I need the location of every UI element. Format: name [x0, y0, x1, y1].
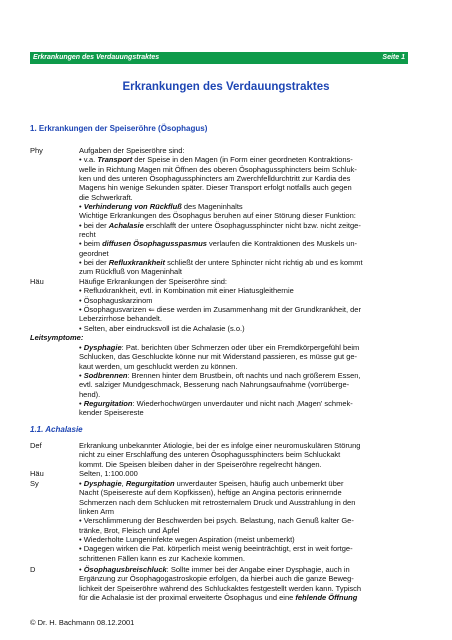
header-title: Erkrankungen des Verdauungstraktes	[33, 54, 160, 61]
text-line: • Ösophaguskarzinom	[79, 295, 153, 305]
section-heading-1-1: 1.1. Achalasie	[30, 425, 83, 434]
text-line: Magens hin wenige Sekunden später. Dieser Transport erfolgt notfalls auch gegen	[79, 183, 352, 193]
hau2-text: Selten, 1:100.000	[79, 469, 138, 478]
text-line: Nacht (Speisereste auf dem Kopfkissen), heftige an Angina pectoris erinnernde	[79, 488, 342, 498]
phy-text	[79, 146, 420, 277]
text-line: die Schwerkraft.	[79, 192, 133, 202]
leitsymptome-heading: Leitsymptome:	[30, 333, 84, 342]
text-line: • Dysphagie, Regurgitation unverdauter Speisen, häufig auch unbemerkt über	[79, 479, 344, 488]
text-line: evtl. salziger Mundgeschmack, Besserung nach Nahrungsaufnahme (vorrübergе-	[79, 380, 350, 390]
section-heading-1: 1. Erkrankungen der Speiseröhre (Ösophagus)	[30, 124, 208, 133]
page-header-bar	[30, 52, 408, 64]
text-line: lichkeit der Speiseröhre während des Schluckaktes festgestellt werden kann. Typisch	[79, 583, 362, 593]
text-line: Aufgaben der Speiseröhre sind:	[79, 146, 185, 155]
text-line: • Refluxkrankheit, evtl. in Kombination mit einer Hiatusgleithernie	[79, 286, 294, 296]
text-line: kaut werden, um geschluckt werden zu können.	[79, 361, 238, 371]
text-line: • Regurgitation: Wiederhochwürgen unverdauter und nicht nach ‚Magen' schmek-	[79, 399, 353, 409]
text-line: recht	[79, 230, 96, 240]
header-page-number: Seite 1	[382, 54, 405, 61]
text-line: Schlucken, das Geschluckte könne nur mit Widerstand passieren, es müsse gut ge-	[79, 352, 358, 362]
d-text	[79, 565, 420, 602]
text-line: zum Rückfluß von Mageninhalt	[79, 267, 182, 277]
text-line: • Dagegen wirken die Pat. körperlich meist wenig beeinträchtigt, erst in weit fortge-	[79, 544, 353, 554]
page-footer: © Dr. H. Bachmann 08.12.2001	[30, 618, 135, 627]
hau2-key: Häu	[30, 469, 44, 478]
sy-text	[79, 479, 420, 563]
text-line: • Wiederholte Lungeninfekte wegen Aspiration (meist unbemerkt)	[79, 535, 295, 545]
text-line: linken Arm	[79, 507, 115, 517]
text-line: • Verschlimmerung der Beschwerden bei psych. Belastung, nach Genuß kalter Ge-	[79, 516, 354, 526]
text-line: Leberzirrhose behandelt.	[79, 314, 162, 324]
text-line: schrittenen Fällen kann es zur Kachexie kommen.	[79, 553, 245, 563]
text-line: nicht zu einer Erschlaffung des unteren Ösophagussphincters beim Schluckakt	[79, 450, 341, 460]
hau-key: Häu	[30, 277, 44, 286]
leitsymptome-text	[79, 343, 420, 418]
text-line: tränke, Brot, Fleisch und Äpfel	[79, 525, 180, 535]
text-line: • Selten, aber eindrucksvoll ist die Achalasie (s.o.)	[79, 323, 245, 333]
text-line: • beim diffusen Ösophagusspasmus verlaufen die Kontraktionen des Muskels un-	[79, 239, 358, 249]
text-line: Erkrankung unbekannter Ätiologie, bei der es infolge einer neuromuskulären Störung	[79, 441, 361, 450]
text-line: hend).	[79, 389, 101, 399]
text-line: • Ösophagusbreischluck: Sollte immer bei der Angabe einer Dysphagie, auch in	[79, 565, 350, 574]
text-line: Schmerzen nach dem Schlucken mit retrosternalem Druck und Ausstrahlung in den	[79, 497, 356, 507]
def-key: Def	[30, 441, 42, 450]
hau-text	[79, 277, 420, 333]
phy-key: Phy	[30, 146, 43, 155]
text-line: • bei der Achalasie erschlafft der untere Ösophagussphincter nicht bzw. nicht zeitge-	[79, 220, 361, 230]
text-line: kommt. Die Speisen bleiben daher in der Speiseröhre regelrecht hängen.	[79, 459, 322, 469]
document-title: Erkrankungen des Verdauungstraktes	[122, 81, 330, 93]
text-line: • Ösophagusvarizen ⇐ diese werden im Zusammenhang mit der Grundkrankheit, der	[79, 305, 361, 315]
def-text	[79, 441, 420, 469]
text-line: • Verhinderung von Rückfluß des Mageninhalts	[79, 202, 243, 212]
text-line: • Sodbrennen: Brennen hinter dem Brustbein, oft nachts und nach größerem Essen,	[79, 371, 361, 381]
text-line: • Dysphagie: Pat. berichten über Schmerzen oder über ein Fremdkörpergefühl beim	[79, 343, 360, 352]
d-key: D	[30, 565, 36, 574]
text-line: welle in Richtung Magen mit Öffnen des oberen Ösophagussphincters beim Schluk-	[79, 164, 357, 174]
text-line: ken und des unteren Ösophagussphincters am Zwerchfelldurchtritt zur Kardia des	[79, 174, 351, 184]
text-line: kender Speisereste	[79, 408, 144, 418]
text-line: geordnet	[79, 248, 109, 258]
text-line: • bei der Refluxkrankheit schließt der untere Sphincter nicht richtig ab und es kommt	[79, 258, 363, 268]
text-line: Ergänzung zur Ösophagogastroskopie erfolgen, da hierbei auch die ganze Beweg-	[79, 574, 354, 584]
text-line: Wichtige Erkrankungen des Ösophagus beruhen auf einer Störung dieser Funktion:	[79, 211, 356, 221]
text-line: für die Achalasie ist der proximal erweiterte Ösophagus und eine fehlende Öffnung	[79, 593, 358, 603]
text-line: • v.a. Transport der Speise in den Magen (in Form einer geordneten Kontraktions-	[79, 155, 353, 165]
sy-key: Sy	[30, 479, 39, 488]
text-line: Häufige Erkrankungen der Speiseröhre sind:	[79, 277, 228, 286]
